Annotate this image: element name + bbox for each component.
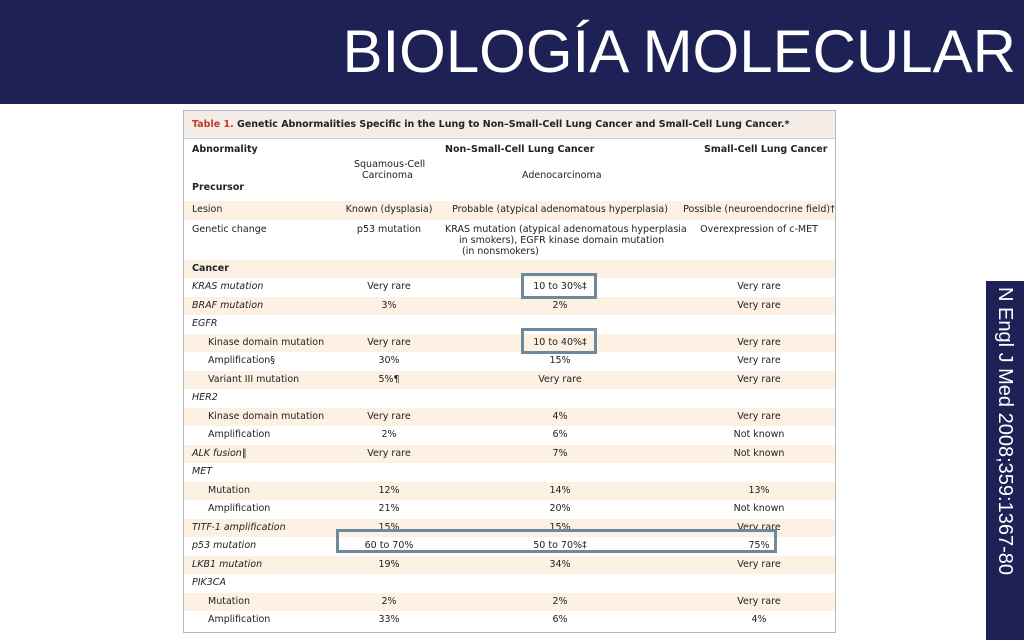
cell-squamous: Very rare — [367, 447, 411, 459]
table-row — [184, 352, 835, 371]
table-header — [184, 139, 835, 191]
cell-adeno-line-2: in smokers), EGFR kinase domain mutation — [459, 234, 665, 246]
cell-squamous: p53 mutation — [356, 223, 422, 235]
section-label: EGFR — [192, 318, 218, 329]
table-row — [184, 463, 835, 482]
cell-adeno-line-3: (in nonsmokers) — [462, 245, 539, 257]
table-caption-text: Genetic Abnormalities Specific in the Lung to Non–Small-Cell Lung Cancer and Small-Cell Lung Cancer.* — [237, 119, 790, 130]
table-row — [184, 389, 835, 408]
cell-adeno: 4% — [552, 410, 568, 422]
section-label: HER2 — [192, 392, 218, 403]
table-row — [184, 278, 835, 297]
header-adenocarcinoma: Adenocarcinoma — [522, 170, 602, 181]
cell-sclc: Very rare — [737, 595, 781, 607]
row-label: Mutation — [208, 595, 250, 607]
cell-sclc: Very rare — [737, 355, 781, 366]
cell-squamous: 19% — [378, 558, 400, 570]
cell-sclc: Very rare — [737, 558, 781, 570]
table-row — [184, 334, 835, 353]
row-label: Variant III mutation — [208, 373, 300, 385]
citation-text: N Engl J Med 2008;359:1367-80 — [994, 287, 1016, 575]
cell-adeno: 10 to 40%‡ — [533, 336, 587, 348]
table-row — [184, 297, 835, 316]
table-row — [184, 556, 835, 575]
cell-squamous: 2% — [381, 429, 397, 440]
table-row — [184, 260, 835, 279]
cell-adeno: 7% — [552, 447, 568, 459]
cell-squamous: 12% — [378, 484, 400, 496]
table-row — [184, 611, 835, 630]
header-squamous-2: Carcinoma — [362, 170, 413, 181]
cell-adeno: 15% — [549, 355, 571, 366]
cell-sclc: Possible (neuroendocrine field)† — [683, 204, 835, 215]
row-label: Genetic change — [192, 223, 267, 235]
cell-adeno: Very rare — [538, 373, 582, 385]
citation-panel — [986, 281, 1024, 640]
cell-adeno: 14% — [549, 484, 571, 496]
table-row — [184, 408, 835, 427]
section-label: Cancer — [192, 262, 229, 274]
highlight-p53-box — [336, 529, 777, 553]
highlight-kras-box — [521, 273, 597, 299]
table-row — [184, 593, 835, 612]
cell-sclc: Not known — [733, 429, 785, 440]
cell-squamous: Very rare — [367, 336, 411, 348]
row-label: KRAS mutation — [192, 281, 264, 292]
table-caption — [184, 111, 835, 139]
cell-sclc: Very rare — [737, 410, 781, 422]
cell-sclc: Very rare — [737, 336, 781, 348]
highlight-egfr-box — [521, 328, 597, 354]
row-label: Amplification — [208, 614, 271, 625]
cell-sclc: Very rare — [737, 521, 781, 533]
cell-sclc: Very rare — [737, 373, 781, 385]
table-row — [184, 220, 835, 260]
cell-squamous: Known (dysplasia) — [345, 204, 433, 215]
cell-sclc: 13% — [748, 484, 770, 496]
cell-sclc: Overexpression of c-MET — [700, 223, 818, 235]
header-nsclc: Non–Small-Cell Lung Cancer — [445, 144, 595, 155]
row-label: Kinase domain mutation — [208, 336, 325, 348]
header-squamous: Squamous-Cell — [354, 159, 426, 170]
table-row — [184, 574, 835, 593]
row-label: LKB1 mutation — [192, 558, 263, 570]
header-precursor: Precursor — [192, 182, 245, 193]
genetic-abnormalities-table — [183, 110, 836, 633]
row-label: Kinase domain mutation — [208, 410, 325, 422]
cell-squamous: 33% — [378, 614, 400, 625]
row-label: Amplification§ — [208, 355, 276, 366]
cell-squamous: 3% — [381, 299, 397, 311]
table-row — [184, 371, 835, 390]
header-abnormality: Abnormality — [192, 144, 258, 155]
row-label: Amplification — [208, 503, 271, 514]
table-number: Table 1. — [192, 119, 234, 130]
table-row — [184, 500, 835, 519]
row-label: Lesion — [192, 204, 223, 215]
cell-adeno: 6% — [552, 429, 568, 440]
cell-adeno: 50 to 70%‡ — [533, 540, 587, 551]
cell-adeno: 34% — [549, 558, 571, 570]
cell-adeno: 2% — [552, 595, 568, 607]
cell-squamous: 5%¶ — [378, 373, 400, 385]
cell-squamous: 21% — [378, 503, 400, 514]
table-row — [184, 426, 835, 445]
section-label: MET — [192, 466, 213, 477]
cell-sclc: 75% — [748, 540, 770, 551]
cell-squamous: 2% — [381, 595, 397, 607]
cell-sclc: 4% — [751, 614, 767, 625]
row-label: Amplification — [208, 429, 271, 440]
cell-squamous: Very rare — [367, 281, 411, 292]
cell-adeno: Probable (atypical adenomatous hyperplasia) — [452, 204, 668, 215]
cell-adeno: 10 to 30%‡ — [533, 281, 587, 292]
row-label: p53 mutation — [192, 540, 257, 551]
table-row — [184, 445, 835, 464]
row-label: TITF-1 amplification — [192, 521, 286, 533]
section-label: PIK3CA — [192, 577, 226, 588]
cell-squamous: 30% — [378, 355, 400, 366]
cell-adeno: 15% — [549, 521, 571, 533]
cell-squamous: 60 to 70% — [364, 540, 414, 551]
table-row — [184, 201, 835, 220]
cell-squamous: 15% — [378, 521, 400, 533]
row-label: BRAF mutation — [192, 299, 264, 311]
row-label: Mutation — [208, 484, 250, 496]
cell-sclc: Very rare — [737, 281, 781, 292]
table-row — [184, 315, 835, 334]
cell-adeno: 6% — [552, 614, 568, 625]
slide-title: BIOLOGÍA MOLECULAR — [342, 18, 1016, 85]
cell-sclc: Not known — [733, 503, 785, 514]
title-banner — [0, 0, 1024, 104]
cell-sclc: Not known — [733, 447, 785, 459]
cell-adeno-line-1: KRAS mutation (atypical adenomatous hyperplasia — [445, 223, 687, 235]
row-label: ALK fusion‖ — [192, 447, 247, 459]
header-sclc: Small-Cell Lung Cancer — [704, 144, 828, 155]
cell-adeno: 2% — [552, 299, 568, 311]
cell-sclc: Very rare — [737, 299, 781, 311]
cell-adeno: 20% — [549, 503, 571, 514]
table-row — [184, 482, 835, 501]
cell-squamous: Very rare — [367, 410, 411, 422]
